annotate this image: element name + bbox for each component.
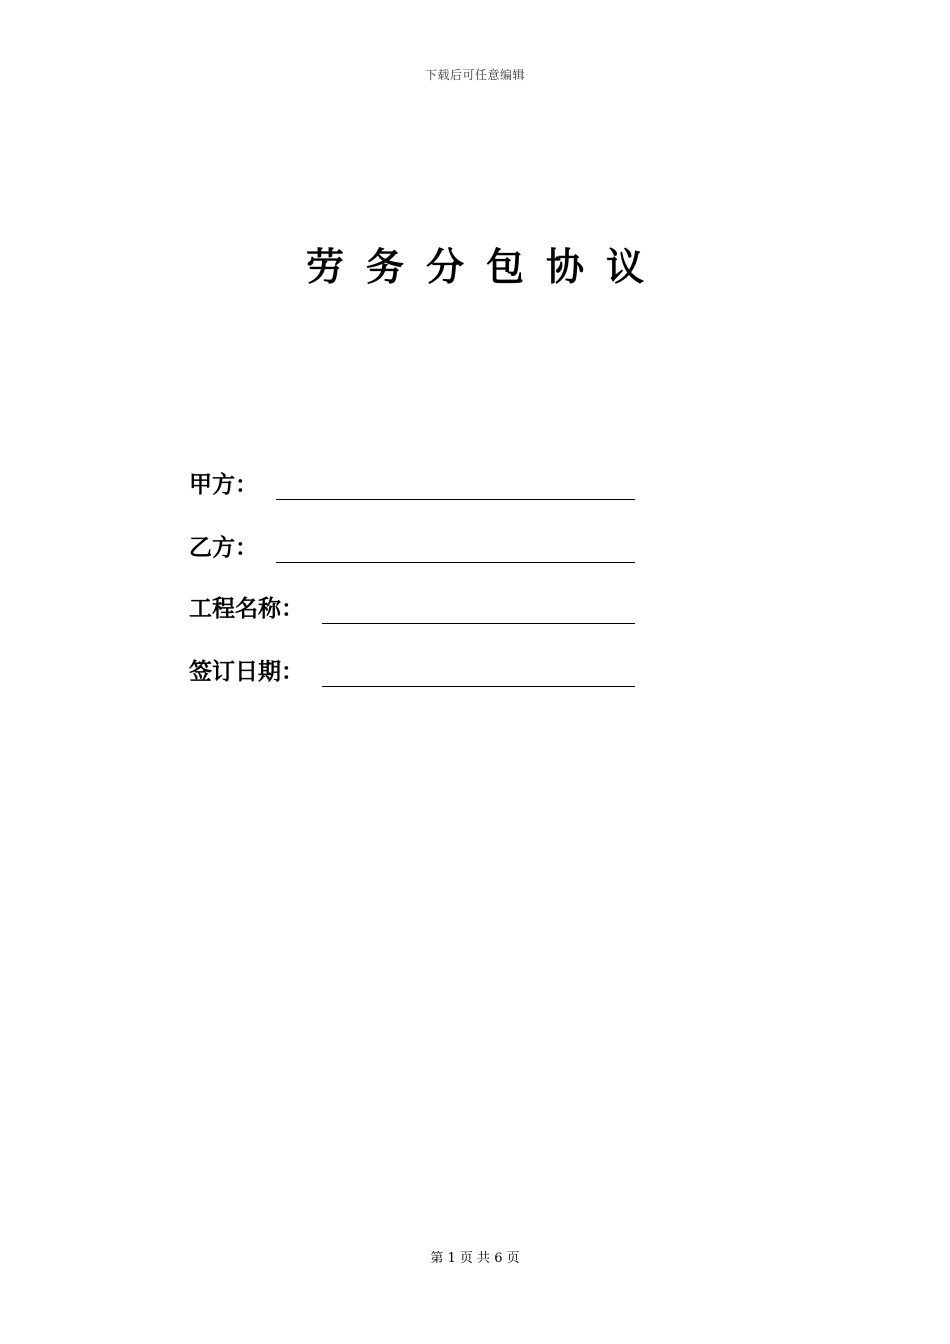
blank-line-party-a xyxy=(276,473,635,500)
field-sign-date xyxy=(189,653,635,687)
page-number-footer: 第 1 页 共 6 页 xyxy=(430,1251,520,1266)
field-party-a xyxy=(189,466,635,500)
blank-line-sign-date xyxy=(322,660,635,687)
field-label-sign-date: 签订日期： xyxy=(189,658,304,685)
field-label-party-b: 乙方： xyxy=(189,534,258,561)
field-label-project-name: 工程名称： xyxy=(189,595,304,622)
blank-line-project-name xyxy=(322,597,635,624)
field-label-party-a: 甲方： xyxy=(189,471,258,498)
field-project-name xyxy=(189,590,635,624)
document-title: 劳务分包协议 xyxy=(305,244,666,289)
blank-line-party-b xyxy=(276,536,635,563)
header-note: 下载后可任意编辑 xyxy=(424,68,525,82)
field-party-b xyxy=(189,529,635,563)
